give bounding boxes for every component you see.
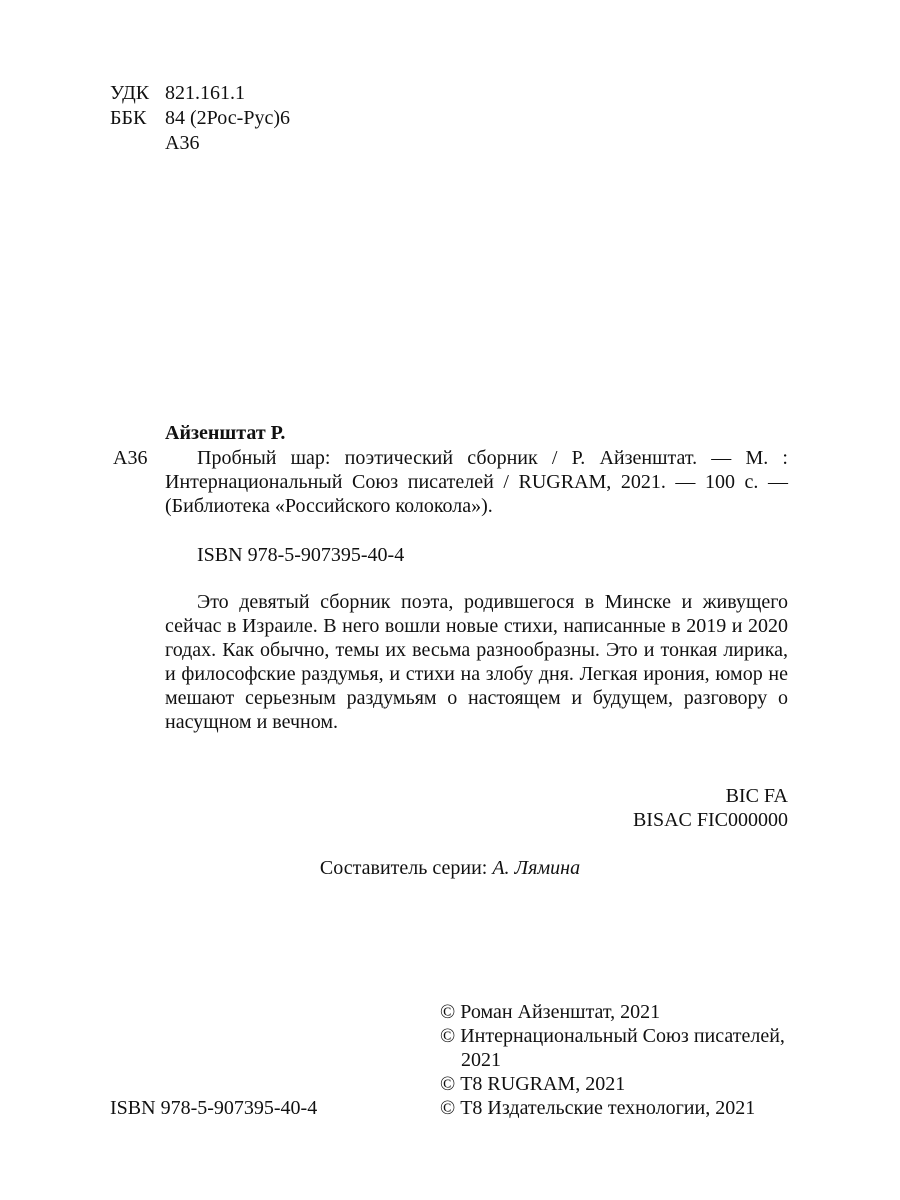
catalog-code-spacer [110, 131, 165, 156]
copyright-item: © Т8 Издательские технологии, 2021 [440, 1097, 756, 1119]
catalog-code: А36 [165, 132, 200, 154]
copyright-list [440, 1000, 794, 1120]
udk-value: 821.161.1 [165, 82, 245, 104]
bibliographic-description: Пробный шар: поэтический сборник / Р. Айзенштат. — М. : Интернациональный Союз писателей / RUGRAM, 2021. — 100 с. — (Библиотека «Российского колокола»). [165, 447, 788, 517]
copyright-item: © Т8 RUGRAM, 2021 [440, 1073, 626, 1095]
catalog-code-row [110, 131, 290, 156]
classification-codes [165, 784, 788, 832]
udk-row [110, 81, 290, 106]
bbk-row [110, 106, 290, 131]
copyright-item: © Интернациональный Союз писателей, 2021 [440, 1025, 785, 1071]
series-compiler-line [0, 856, 900, 880]
series-compiler-name: А. Лямина [492, 857, 581, 879]
udk-label: УДК [110, 82, 150, 104]
bisac-code: BISAC FIC000000 [632, 809, 788, 831]
series-label: Составитель серии: [319, 857, 493, 879]
bic-code: BIC FA [725, 785, 788, 807]
isbn-bottom: ISBN 978-5-907395-40-4 [110, 1097, 318, 1119]
annotation-paragraph: Это девятый сборник поэта, родившегося в Минске и живущего сейчас в Израиле. В него вошли новые стихи, написанные в 2019 и 2020 годах. Как обычно, темы их весьма разнообразны. Это и тонкая лирика, и философские раздумья, и стихи на злобу дня. Легкая ирония, юмор не мешают серьезным раздумьям о настоящем и будущем, разговору о насущном и вечном. [165, 591, 788, 733]
catalog-codes-block [110, 81, 290, 156]
entry-margin-code: А36 [113, 447, 148, 469]
author-heading: Айзенштат Р. [165, 422, 286, 444]
copyright-item: © Роман Айзенштат, 2021 [440, 1001, 661, 1023]
bbk-label: ББК [110, 107, 147, 129]
isbn-top: ISBN 978-5-907395-40-4 [197, 544, 405, 566]
bbk-value: 84 (2Рос-Рус)6 [165, 107, 290, 129]
